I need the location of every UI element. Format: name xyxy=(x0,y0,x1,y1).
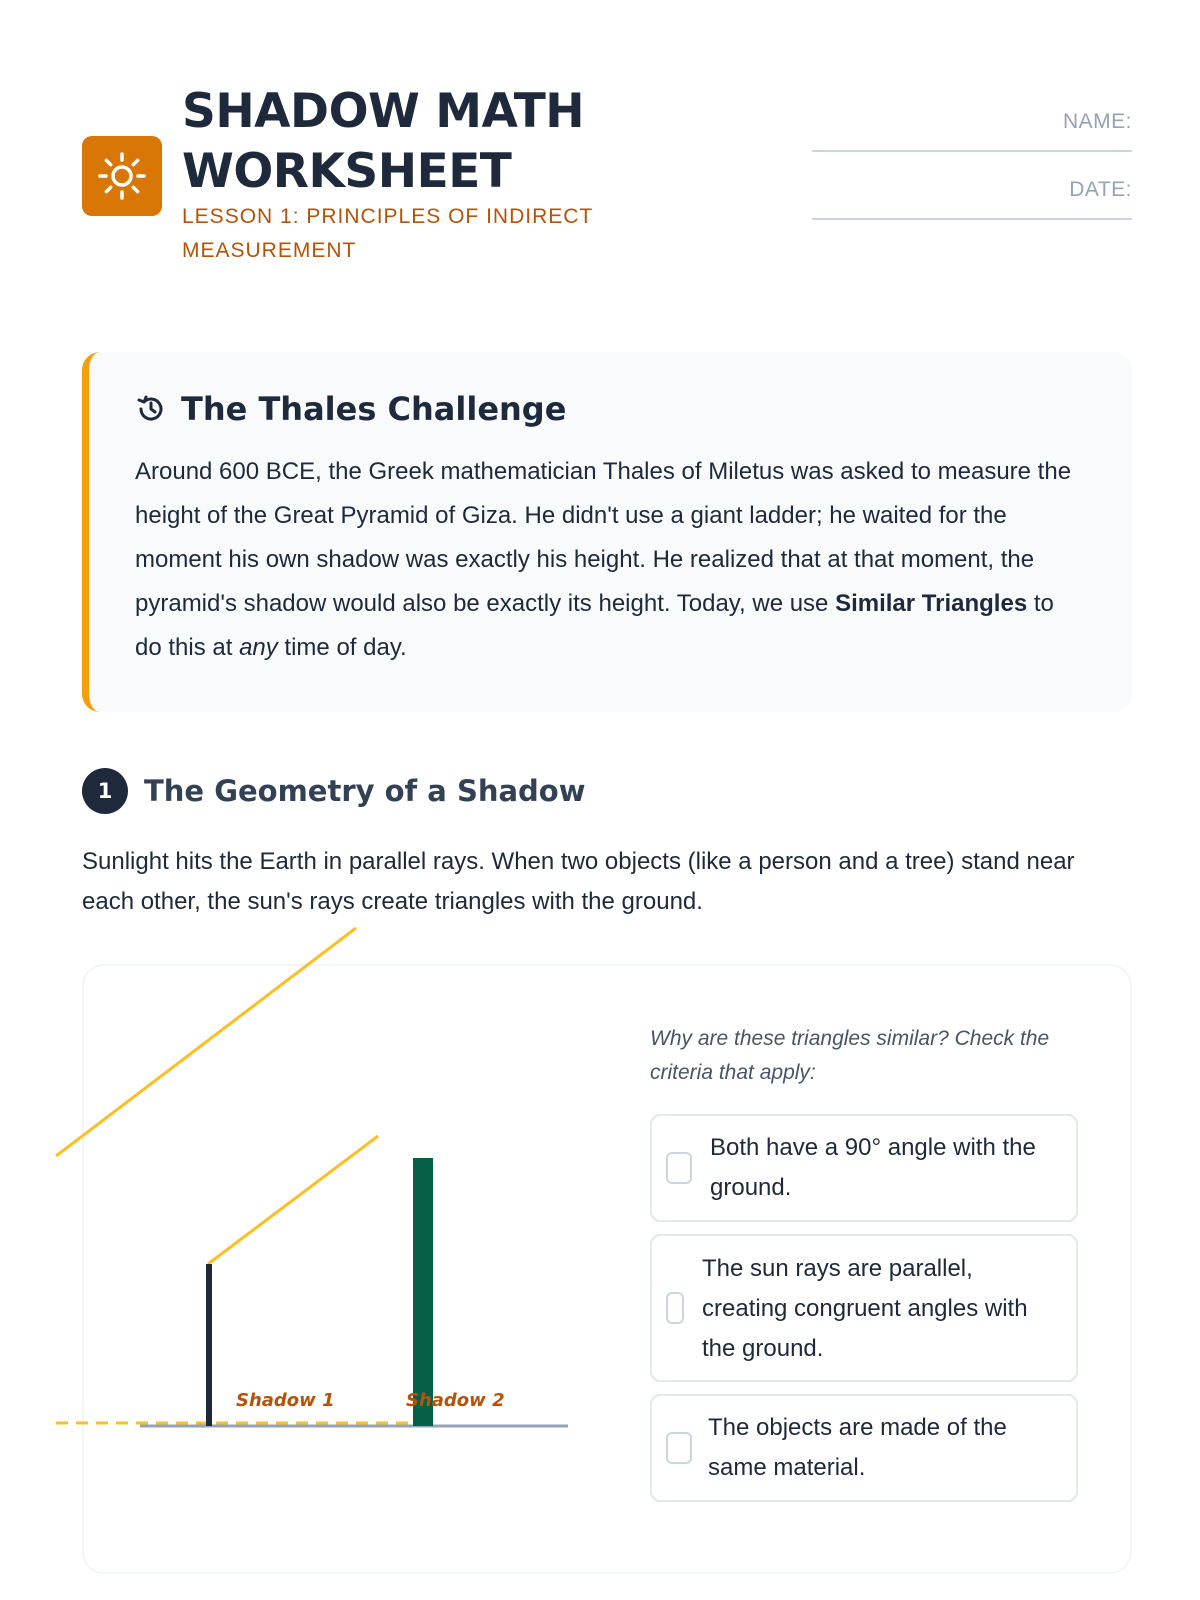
page-title xyxy=(182,82,584,202)
challenge-box xyxy=(82,352,1132,712)
sun-ray-long xyxy=(56,928,356,1156)
option-label: The objects are made of the same material. xyxy=(708,1414,1007,1481)
checkbox[interactable] xyxy=(666,1152,692,1184)
object-1-pole xyxy=(206,1264,212,1426)
challenge-text xyxy=(135,450,1085,670)
history-icon xyxy=(135,393,167,425)
date-label: DATE: xyxy=(1069,178,1132,201)
date-field[interactable] xyxy=(812,206,1132,220)
challenge-text-italic: any xyxy=(239,634,278,661)
option-label: The sun rays are parallel, creating congruent angles with the ground. xyxy=(702,1255,1028,1362)
diagram-panel xyxy=(82,964,1132,1574)
section-text: Sunlight hits the Earth in parallel rays. When two objects (like a person and a tree) stand near each other, the sun's rays create triangles with the ground. xyxy=(82,848,1075,915)
checkbox[interactable] xyxy=(666,1432,692,1464)
option-same-material[interactable] xyxy=(650,1394,1078,1502)
lesson-subtitle: LESSON 1: PRINCIPLES OF INDIRECT MEASUREMENT xyxy=(182,205,593,262)
challenge-heading xyxy=(135,390,566,428)
sun-ray-short xyxy=(208,1136,378,1264)
name-label: NAME: xyxy=(1062,110,1132,133)
option-label: Both have a 90° angle with the ground. xyxy=(710,1134,1036,1201)
logo xyxy=(82,136,162,216)
option-right-angle[interactable] xyxy=(650,1114,1078,1222)
shadow-1-label: Shadow 1 xyxy=(236,1390,335,1411)
title-line-2: WORKSHEET xyxy=(182,144,512,199)
option-parallel-rays[interactable] xyxy=(650,1234,1078,1382)
worksheet-header xyxy=(82,82,1132,272)
section-heading xyxy=(82,768,586,814)
quiz-question: Why are these triangles similar? Check the criteria that apply: xyxy=(650,1027,1050,1084)
challenge-text-part2: to do this at xyxy=(135,590,1054,661)
challenge-title: The Thales Challenge xyxy=(181,390,567,428)
shadow-2-label: Shadow 2 xyxy=(406,1390,505,1411)
object-2-pole xyxy=(413,1158,433,1426)
step-number: 1 xyxy=(82,768,128,814)
student-info xyxy=(812,110,1132,246)
challenge-text-part3: time of day. xyxy=(277,634,407,661)
title-line-1: SHADOW MATH xyxy=(182,84,585,139)
checkbox[interactable] xyxy=(666,1292,684,1324)
shadow-diagram xyxy=(84,966,644,1576)
section-title: The Geometry of a Shadow xyxy=(144,774,586,808)
challenge-text-bold: Similar Triangles xyxy=(835,590,1028,617)
name-field[interactable] xyxy=(812,138,1132,152)
sun-icon xyxy=(96,150,148,202)
challenge-text-part1: Around 600 BCE, the Greek mathematician Thales of Miletus was asked to measure the height of the Great Pyramid of Giza. He didn't use a giant ladder; he waited for the moment his own shadow was exactly his height. He realized that at that moment, the pyramid's shadow would also be exactly its height. Today, we use xyxy=(135,458,1072,617)
